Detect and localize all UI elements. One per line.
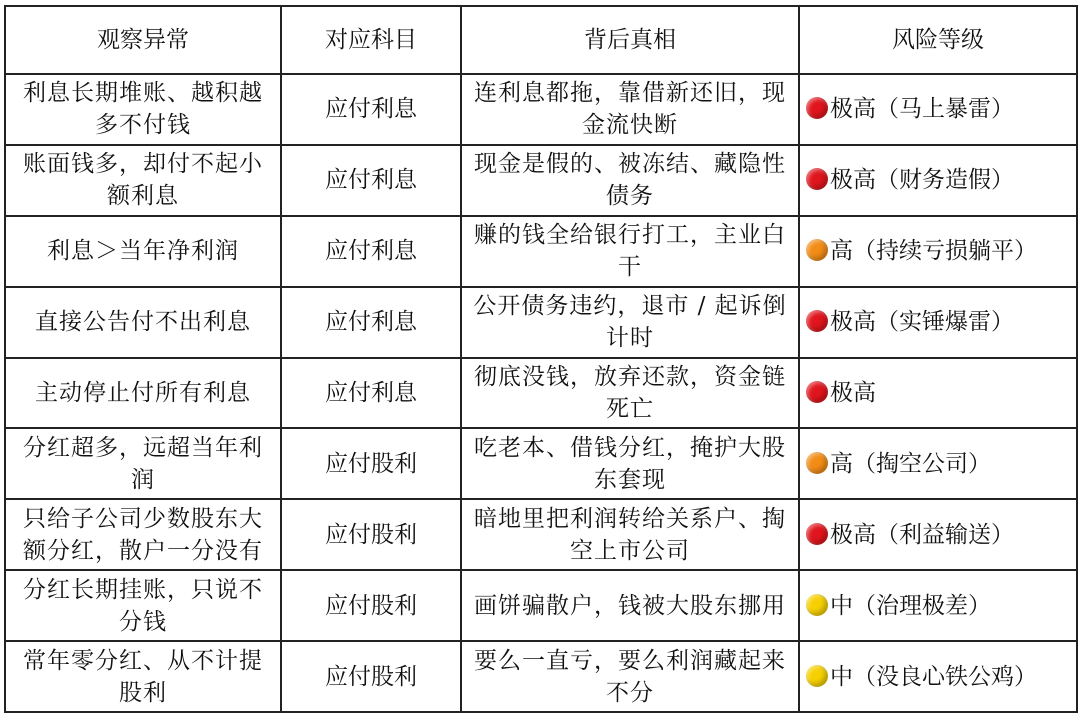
table-row xyxy=(5,358,1077,429)
risk-level-cell xyxy=(799,287,1077,358)
risk-level-text: 高（掏空公司） xyxy=(830,450,991,477)
risk-dot-icon xyxy=(806,381,828,403)
risk-level-cell xyxy=(799,216,1077,287)
table-row xyxy=(5,641,1077,712)
risk-level-text: 中（治理极差） xyxy=(830,592,991,619)
header-observation: 观察异常 xyxy=(5,6,281,74)
observation-cell: 利息长期堆账、越积越多不付钱 xyxy=(5,74,281,145)
account-cell: 应付利息 xyxy=(281,74,461,145)
risk-level-cell xyxy=(799,145,1077,216)
risk-level-text: 极高（利益输送） xyxy=(830,521,1014,548)
risk-dot-icon xyxy=(806,665,828,687)
observation-cell: 分红超多，远超当年利润 xyxy=(5,428,281,499)
risk-table xyxy=(4,5,1078,713)
table-row xyxy=(5,428,1077,499)
table-row xyxy=(5,145,1077,216)
observation-cell: 利息＞当年净利润 xyxy=(5,216,281,287)
account-cell: 应付股利 xyxy=(281,428,461,499)
risk-level-text: 极高（财务造假） xyxy=(830,167,1014,194)
risk-dot-icon xyxy=(806,594,828,616)
header-truth: 背后真相 xyxy=(461,6,799,74)
truth-cell: 连利息都拖，靠借新还旧，现金流快断 xyxy=(461,74,799,145)
observation-cell: 主动停止付所有利息 xyxy=(5,358,281,429)
observation-cell: 常年零分红、从不计提股利 xyxy=(5,641,281,712)
truth-cell: 彻底没钱，放弃还款，资金链死亡 xyxy=(461,358,799,429)
risk-level-cell xyxy=(799,641,1077,712)
truth-cell: 吃老本、借钱分红，掩护大股东套现 xyxy=(461,428,799,499)
risk-level-text: 极高（马上暴雷） xyxy=(830,96,1014,123)
table-row xyxy=(5,287,1077,358)
header-account: 对应科目 xyxy=(281,6,461,74)
observation-cell: 账面钱多，却付不起小额利息 xyxy=(5,145,281,216)
risk-dot-icon xyxy=(806,523,828,545)
observation-cell: 分红长期挂账，只说不分钱 xyxy=(5,570,281,641)
truth-cell: 暗地里把利润转给关系户、掏空上市公司 xyxy=(461,499,799,570)
account-cell: 应付股利 xyxy=(281,499,461,570)
account-cell: 应付利息 xyxy=(281,145,461,216)
truth-cell: 要么一直亏，要么利润藏起来不分 xyxy=(461,641,799,712)
table-row xyxy=(5,570,1077,641)
observation-cell: 直接公告付不出利息 xyxy=(5,287,281,358)
risk-dot-icon xyxy=(806,310,828,332)
account-cell: 应付股利 xyxy=(281,570,461,641)
table-header xyxy=(5,6,1077,74)
risk-level-cell xyxy=(799,358,1077,429)
truth-cell: 现金是假的、被冻结、藏隐性债务 xyxy=(461,145,799,216)
risk-level-cell xyxy=(799,499,1077,570)
risk-level-text: 极高（实锤爆雷） xyxy=(830,309,1014,336)
account-cell: 应付股利 xyxy=(281,641,461,712)
truth-cell: 公开债务违约，退市 / 起诉倒计时 xyxy=(461,287,799,358)
risk-dot-icon xyxy=(806,168,828,190)
risk-level-cell xyxy=(799,570,1077,641)
truth-cell: 画饼骗散户，钱被大股东挪用 xyxy=(461,570,799,641)
observation-cell: 只给子公司少数股东大额分红，散户一分没有 xyxy=(5,499,281,570)
risk-level-cell xyxy=(799,74,1077,145)
risk-level-text: 极高 xyxy=(830,379,876,406)
risk-dot-icon xyxy=(806,452,828,474)
table-body xyxy=(5,74,1077,712)
table-row xyxy=(5,216,1077,287)
table-row xyxy=(5,499,1077,570)
account-cell: 应付利息 xyxy=(281,287,461,358)
risk-level-text: 中（没良心铁公鸡） xyxy=(830,663,1037,690)
table-row xyxy=(5,74,1077,145)
risk-level-cell xyxy=(799,428,1077,499)
risk-dot-icon xyxy=(806,97,828,119)
header-row xyxy=(5,6,1077,74)
account-cell: 应付利息 xyxy=(281,358,461,429)
risk-dot-icon xyxy=(806,239,828,261)
risk-level-text: 高（持续亏损躺平） xyxy=(830,238,1037,265)
truth-cell: 赚的钱全给银行打工，主业白干 xyxy=(461,216,799,287)
account-cell: 应付利息 xyxy=(281,216,461,287)
header-risk-level: 风险等级 xyxy=(799,6,1077,74)
